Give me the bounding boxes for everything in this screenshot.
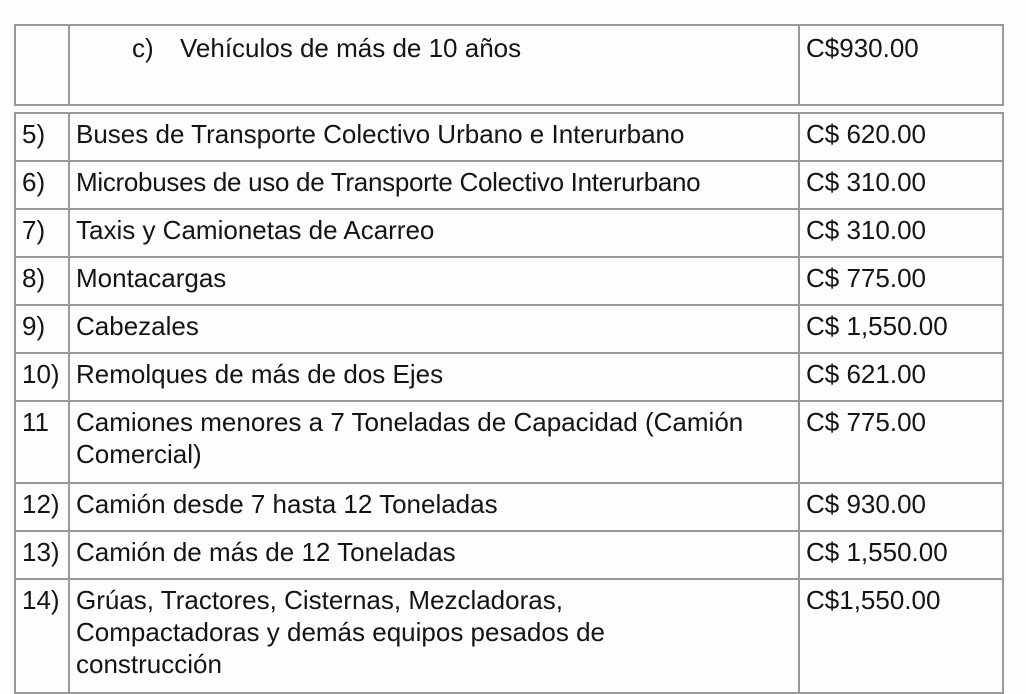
row-number: 9) (15, 305, 69, 353)
row-price: C$ 620.00 (799, 113, 1003, 161)
table-row (15, 531, 1003, 579)
table-row (15, 25, 1003, 105)
table-row (15, 483, 1003, 531)
row-description: Taxis y Camionetas de Acarreo (69, 209, 799, 257)
row-description: Montacargas (69, 257, 799, 305)
row-description: Remolques de más de dos Ejes (69, 353, 799, 401)
row-number: 6) (15, 161, 69, 209)
row-description: Camiones menores a 7 Toneladas de Capacidad (Camión Comercial) (69, 401, 799, 483)
row-price: C$ 621.00 (799, 353, 1003, 401)
row-description: Cabezales (69, 305, 799, 353)
row-price: C$ 1,550.00 (799, 305, 1003, 353)
row-price: C$ 775.00 (799, 401, 1003, 483)
table-row (15, 401, 1003, 483)
row-price: C$ 310.00 (799, 161, 1003, 209)
row-number: 10) (15, 353, 69, 401)
row-price: C$ 930.00 (799, 483, 1003, 531)
row-number: 8) (15, 257, 69, 305)
sub-item-label: c) (132, 33, 154, 63)
row-price: C$ 310.00 (799, 209, 1003, 257)
row-number: 12) (15, 483, 69, 531)
row-description: Camión de más de 12 Toneladas (69, 531, 799, 579)
fee-table (14, 24, 1004, 694)
table-row (15, 353, 1003, 401)
row-price: C$930.00 (799, 25, 1003, 105)
table-row (15, 161, 1003, 209)
row-price: C$1,550.00 (799, 579, 1003, 693)
table-row (15, 257, 1003, 305)
table-row (15, 113, 1003, 161)
row-number: 7) (15, 209, 69, 257)
row-description: Buses de Transporte Colectivo Urbano e Interurbano (69, 113, 799, 161)
row-description: Microbuses de uso de Transporte Colectivo Interurbano (69, 161, 799, 209)
row-description: Camión desde 7 hasta 12 Toneladas (69, 483, 799, 531)
table-row (15, 305, 1003, 353)
table-row (15, 579, 1003, 693)
sub-item-text: Vehículos de más de 10 años (180, 33, 522, 63)
row-price: C$ 1,550.00 (799, 531, 1003, 579)
row-price: C$ 775.00 (799, 257, 1003, 305)
row-number: 14) (15, 579, 69, 693)
row-separator (15, 105, 1003, 113)
row-description (69, 25, 799, 105)
row-number: 11 (15, 401, 69, 483)
row-description: Grúas, Tractores, Cisternas, Mezcladoras, Compactadoras y demás equipos pesados de construcción (69, 579, 799, 693)
row-number: 5) (15, 113, 69, 161)
row-number: 13) (15, 531, 69, 579)
row-number (15, 25, 69, 105)
table-row (15, 209, 1003, 257)
